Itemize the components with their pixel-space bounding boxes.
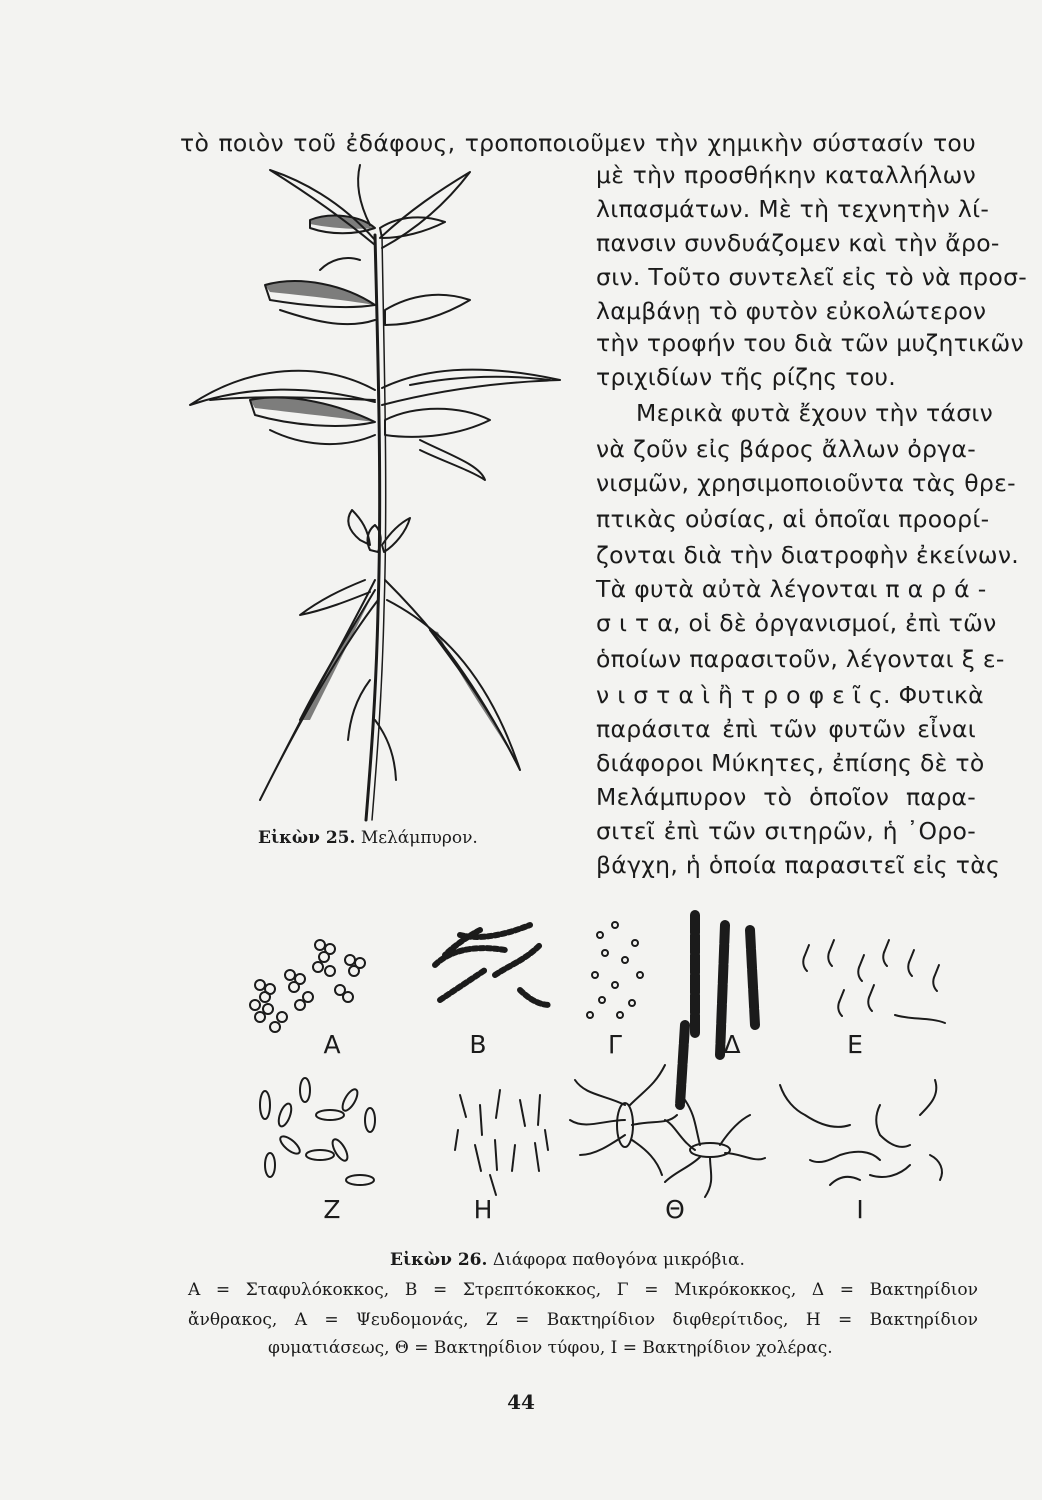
figure-26-legend-line: ἄνθρακος, Α = Ψευδομονάς, Ζ = Βακτηρίδιον διφθερίτιδος, Η = Βακτηρίδιον — [188, 1310, 978, 1330]
text-line: παράσιτα ἐπὶ τῶν φυτῶν εἶναι — [596, 715, 976, 743]
tuberculosis-bacillus-drawing — [455, 1090, 548, 1195]
figure-26-caption — [390, 1250, 745, 1270]
figure-letter-theta: Θ — [665, 1195, 685, 1224]
streptococcus-drawing — [435, 925, 550, 1005]
text-line: ζονται διὰ τὴν διατροφὴν ἐκείνων. — [596, 541, 1020, 569]
melampyrum-illustration — [170, 160, 570, 830]
figure-26-legend-line: Α = Σταφυλόκοκκος, Β = Στρεπτόκοκκος, Γ = Μικρόκοκκος, Δ = Βακτηρίδιον — [188, 1280, 978, 1300]
microbes-illustration — [230, 905, 960, 1225]
figure-letter-eta: Η — [473, 1195, 493, 1224]
page-number: 44 — [507, 1390, 535, 1414]
text-line: πτικὰς οὐσίας, αἱ ὁποῖαι προορί- — [596, 505, 990, 533]
text-line: σ ι τ α, οἱ δὲ ὀργανισμοί, ἐπὶ τῶν — [596, 609, 997, 637]
text-line: τὸ ποιὸν τοῦ ἐδάφους, τροποποιοῦμεν τὴν χημικὴν σύστασίν του — [180, 129, 976, 157]
figure-letter-gamma: Γ — [608, 1030, 622, 1059]
text-line: σιτεῖ ἐπὶ τῶν σιτηρῶν, ἡ ᾿Ορο- — [596, 817, 976, 845]
anthrax-bacillus-drawing — [680, 915, 755, 1105]
text-line: νὰ ζοῦν εἰς βάρος ἄλλων ὀργα- — [596, 435, 976, 463]
figure-letter-epsilon: Ε — [847, 1030, 863, 1059]
text-line: ν ι σ τ α ὶ ἢ τ ρ ο φ ε ῖ ς. Φυτικὰ — [596, 681, 984, 709]
text-line: μὲ τὴν προσθήκην καταλλήλων — [596, 161, 976, 189]
figure-letter-b: Β — [469, 1030, 487, 1059]
text-line: τὴν τροφήν του διὰ τῶν μυζητικῶν — [596, 329, 1024, 357]
figure-26-legend-line: φυματιάσεως, Θ = Βακτηρίδιον τύφου, Ι = Βακτηρίδιον χολέρας. — [268, 1338, 833, 1358]
figure-25-title: Μελάμπυρον. — [360, 828, 478, 848]
text-line: Τὰ φυτὰ αὐτὰ λέγονται π α ρ ά - — [596, 575, 987, 603]
pseudomonas-drawing — [803, 940, 945, 1023]
text-line: λαμβάνῃ τὸ φυτὸν εὐκολώτερον — [596, 297, 987, 325]
text-line: Μερικὰ φυτὰ ἔχουν τὴν τάσιν — [636, 399, 994, 427]
text-line: πανσιν συνδυάζομεν καὶ τὴν ἄρο- — [596, 229, 1000, 257]
figure-letter-delta: Δ — [723, 1030, 741, 1059]
staphylococcus-drawing — [250, 940, 365, 1032]
cholera-vibrio-drawing — [780, 1080, 942, 1185]
text-line: διάφοροι Μύκητες, ἐπίσης δὲ τὸ — [596, 749, 985, 777]
text-line: ὁποίων παρασιτοῦν, λέγονται ξ ε- — [596, 645, 1005, 673]
text-line: νισμῶν, χρησιμοποιοῦντα τὰς θρε- — [596, 469, 1016, 497]
figure-letter-a: Α — [323, 1030, 341, 1059]
diphtheria-bacillus-drawing — [260, 1078, 375, 1185]
figure-25-label: Εἰκὼν 25. — [258, 828, 356, 848]
figure-letter-zeta: Ζ — [323, 1195, 341, 1224]
text-line: Μελάμπυρον τὸ ὁποῖον παρα- — [596, 783, 976, 811]
figure-25-caption — [258, 828, 478, 848]
micrococcus-drawing — [587, 922, 643, 1018]
figure-letter-iota: Ι — [856, 1195, 864, 1224]
text-line: τριχιδίων τῆς ρίζης του. — [596, 363, 897, 391]
text-line: σιν. Τοῦτο συντελεῖ εἰς τὸ νὰ προσ- — [596, 263, 1028, 291]
text-line: βάγχη, ἡ ὁποία παρασιτεῖ εἰς τὰς — [596, 851, 1001, 879]
figure-26-title: Διάφορα παθογόνα μικρόβια. — [492, 1250, 745, 1270]
typhoid-bacillus-drawing — [570, 1065, 765, 1197]
figure-26-label: Εἰκὼν 26. — [390, 1250, 488, 1270]
text-line: λιπασμάτων. Μὲ τὴ τεχνητὴν λί- — [596, 195, 990, 223]
